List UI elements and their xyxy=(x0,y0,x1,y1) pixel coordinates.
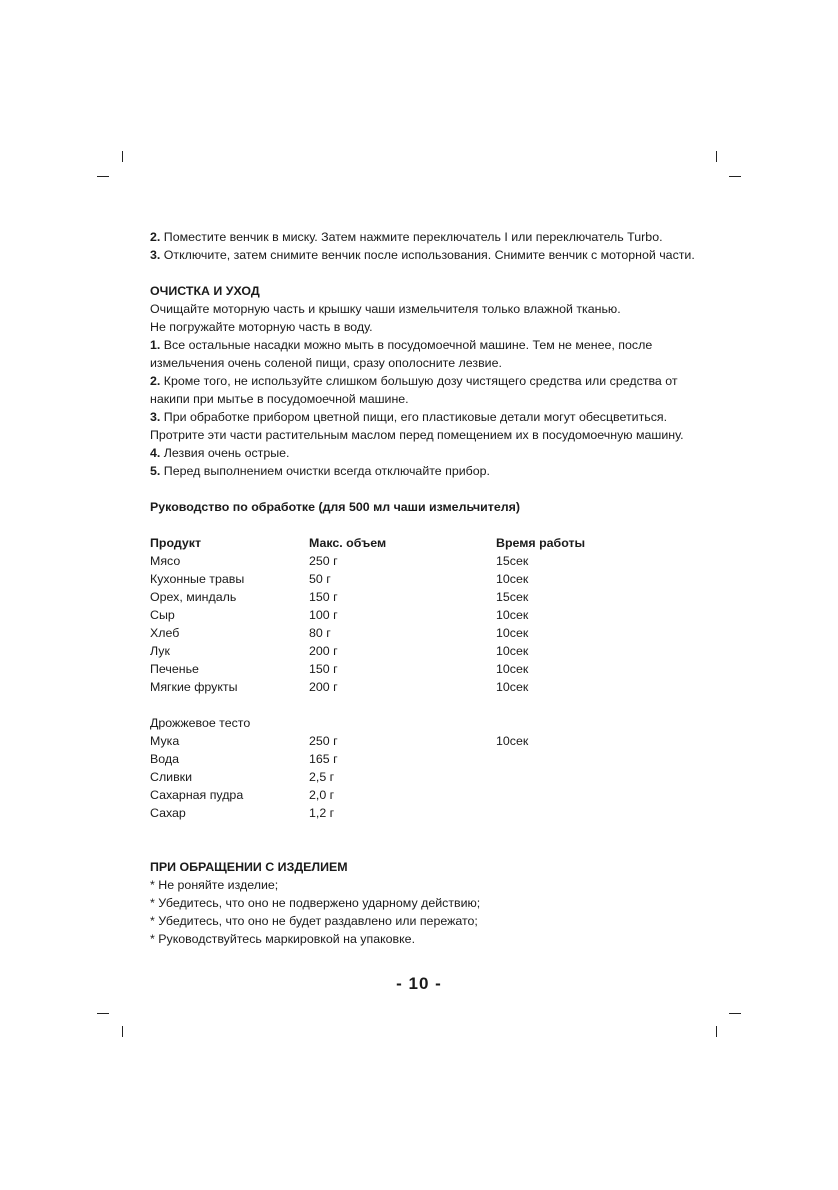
table-row xyxy=(150,678,696,696)
table-row xyxy=(150,660,696,678)
time-cell xyxy=(496,768,696,786)
handling-item: * Руководствуйтесь маркировкой на упаковке. xyxy=(150,932,416,946)
time-cell: 10сек xyxy=(496,662,529,676)
spacer-row xyxy=(150,696,696,714)
table-row xyxy=(150,732,696,750)
volume-cell: 2,0 г xyxy=(309,788,335,802)
table-row xyxy=(150,588,696,606)
product-cell: Сахарная пудра xyxy=(150,788,244,802)
crop-mark xyxy=(97,1013,109,1014)
whisk-instructions xyxy=(150,228,710,264)
product-cell: Вода xyxy=(150,752,180,766)
crop-mark xyxy=(716,1026,717,1037)
cleaning-item: 2. Кроме того, не используйте слишком большую дозу чистящего средства или средства от накипи при мытье в посудомоечной машине. xyxy=(150,374,678,406)
cleaning-item: 1. Все остальные насадки можно мыть в посудомоечной машине. Тем не менее, после измельчения очень соленой пищи, сразу ополосните лезвие. xyxy=(150,338,653,370)
product-cell: Печенье xyxy=(150,662,199,676)
volume-cell: 150 г xyxy=(309,662,338,676)
crop-mark xyxy=(122,151,123,162)
volume-cell: 250 г xyxy=(309,554,338,568)
product-cell: Сыр xyxy=(150,608,175,622)
time-cell: 10сек xyxy=(496,644,529,658)
cleaning-item: 5. Перед выполнением очистки всегда отключайте прибор. xyxy=(150,464,490,478)
product-cell: Мягкие фрукты xyxy=(150,680,238,694)
column-header-max-volume: Макс. объем xyxy=(309,536,387,550)
volume-cell: 250 г xyxy=(309,734,338,748)
handling-item: * Не роняйте изделие; xyxy=(150,878,279,892)
crop-mark xyxy=(716,151,717,162)
page-content xyxy=(150,228,710,948)
volume-cell: 2,5 г xyxy=(309,770,335,784)
column-header-product: Продукт xyxy=(150,536,202,550)
volume-cell: 150 г xyxy=(309,590,338,604)
crop-mark xyxy=(729,1013,741,1014)
table-row xyxy=(150,642,696,660)
table-row xyxy=(150,768,696,786)
cleaning-item: 4. Лезвия очень острые. xyxy=(150,446,290,460)
product-cell: Мука xyxy=(150,734,180,748)
dough-title: Дрожжевое тесто xyxy=(150,716,251,730)
instruction-item: 3. Отключите, затем снимите венчик после использования. Снимите венчик с моторной части. xyxy=(150,248,695,262)
column-header-time: Время работы xyxy=(496,536,586,550)
handling-item: * Убедитесь, что оно не подвержено ударному действию; xyxy=(150,896,481,910)
cleaning-heading: ОЧИСТКА И УХОД xyxy=(150,284,260,298)
table-row xyxy=(150,552,696,570)
volume-cell: 200 г xyxy=(309,680,338,694)
volume-cell: 1,2 г xyxy=(309,806,335,820)
time-cell: 15сек xyxy=(496,590,529,604)
table-row xyxy=(150,606,696,624)
product-cell: Лук xyxy=(150,644,170,658)
processing-guide-title: Руководство по обработке (для 500 мл чаши измельчителя) xyxy=(150,500,520,514)
table-row xyxy=(150,624,696,642)
table-row xyxy=(150,804,696,822)
instruction-item: 2. Поместите венчик в миску. Затем нажмите переключатель I или переключатель Turbo. xyxy=(150,230,663,244)
cleaning-item: 3. При обработке прибором цветной пищи, его пластиковые детали могут обесцветиться. Протрите эти части растительным маслом перед помещением их в посудомоечную машину. xyxy=(150,410,684,442)
cleaning-intro: Очищайте моторную часть и крышку чаши измельчителя только влажной тканью. xyxy=(150,302,621,316)
volume-cell: 200 г xyxy=(309,644,338,658)
cleaning-intro: Не погружайте моторную часть в воду. xyxy=(150,320,373,334)
processing-table xyxy=(150,534,696,822)
handling-heading: ПРИ ОБРАЩЕНИИ С ИЗДЕЛИЕМ xyxy=(150,860,348,874)
time-cell: 10сек xyxy=(496,680,529,694)
volume-cell: 80 г xyxy=(309,626,331,640)
time-cell: 15сек xyxy=(496,554,529,568)
product-cell: Сахар xyxy=(150,806,186,820)
product-cell: Кухонные травы xyxy=(150,572,245,586)
volume-cell: 165 г xyxy=(309,752,338,766)
table-row xyxy=(150,750,696,768)
handling-item: * Убедитесь, что оно не будет раздавлено или пережато; xyxy=(150,914,478,928)
table-row xyxy=(150,786,696,804)
product-cell: Орех, миндаль xyxy=(150,590,237,604)
page-number: - 10 - xyxy=(396,974,442,993)
time-cell: 10сек xyxy=(496,734,529,748)
time-cell: 10сек xyxy=(496,626,529,640)
crop-mark xyxy=(729,176,741,177)
volume-cell: 50 г xyxy=(309,572,331,586)
crop-mark xyxy=(97,176,109,177)
time-cell: 10сек xyxy=(496,608,529,622)
table-row xyxy=(150,570,696,588)
product-cell: Хлеб xyxy=(150,626,180,640)
time-cell xyxy=(496,804,696,822)
product-cell: Сливки xyxy=(150,770,193,784)
product-cell: Мясо xyxy=(150,554,181,568)
time-cell: 10сек xyxy=(496,572,529,586)
table-header-row xyxy=(150,534,696,552)
dough-title-row xyxy=(150,714,696,732)
volume-cell: 100 г xyxy=(309,608,338,622)
time-cell xyxy=(496,750,696,768)
time-cell xyxy=(496,786,696,804)
crop-mark xyxy=(122,1026,123,1037)
